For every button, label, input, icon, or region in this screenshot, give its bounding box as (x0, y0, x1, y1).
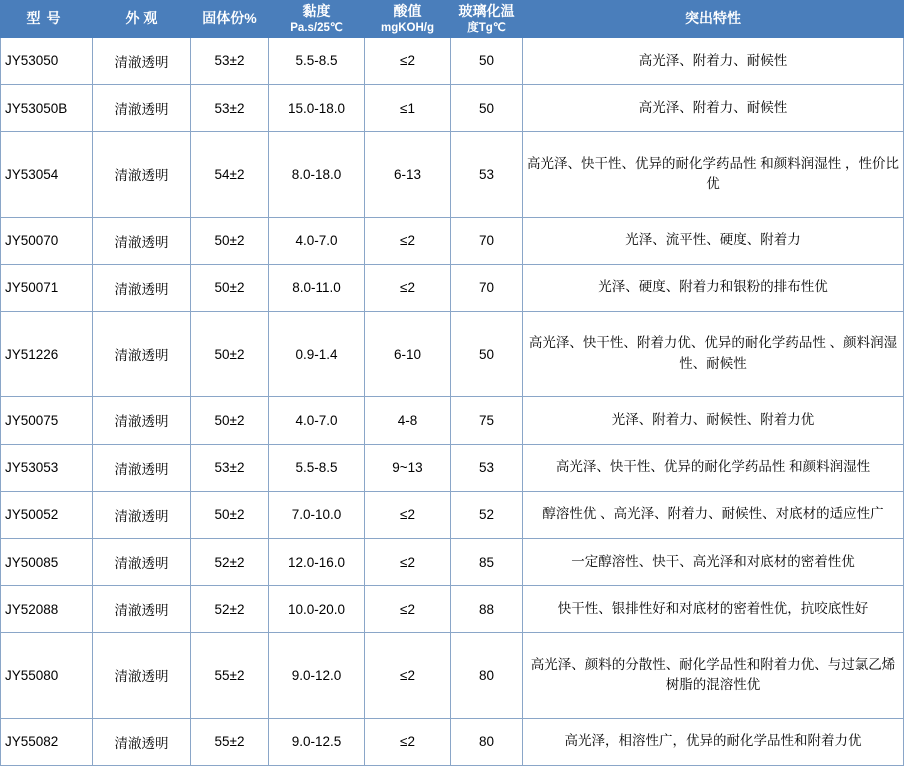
column-header-features-label: 突出特性 (685, 10, 741, 27)
cell-appearance: 清澈透明 (93, 312, 191, 397)
cell-solid-content: 53±2 (191, 85, 269, 132)
cell-glass-transition: 80 (451, 633, 523, 718)
cell-viscosity: 0.9-1.4 (269, 312, 365, 397)
cell-solid-content: 52±2 (191, 586, 269, 633)
cell-viscosity: 9.0-12.0 (269, 633, 365, 718)
column-header-viscosity-label: 黏度 (302, 3, 331, 19)
cell-solid-content: 53±2 (191, 444, 269, 491)
cell-features: 高光泽、快干性、优异的耐化学药品性 和颜料润湿性 ，性价比优 (523, 132, 904, 217)
cell-viscosity: 5.5-8.5 (269, 37, 365, 84)
cell-features: 一定醇溶性、快干、高光泽和对底材的密着性优 (523, 538, 904, 585)
cell-acid-value: ≤2 (365, 217, 451, 264)
cell-viscosity: 4.0-7.0 (269, 397, 365, 444)
cell-appearance: 清澈透明 (93, 37, 191, 84)
column-header-appearance (93, 1, 191, 38)
cell-appearance: 清澈透明 (93, 444, 191, 491)
cell-model: JY51226 (1, 312, 93, 397)
table-row (1, 264, 904, 311)
cell-model: JY53050 (1, 37, 93, 84)
cell-acid-value: ≤2 (365, 718, 451, 765)
cell-viscosity: 15.0-18.0 (269, 85, 365, 132)
cell-acid-value: ≤2 (365, 538, 451, 585)
table-row (1, 491, 904, 538)
cell-model: JY50070 (1, 217, 93, 264)
cell-model: JY50052 (1, 491, 93, 538)
cell-solid-content: 55±2 (191, 633, 269, 718)
column-header-acid-value-label: 酸值 (393, 3, 422, 19)
cell-viscosity: 8.0-11.0 (269, 264, 365, 311)
cell-viscosity: 4.0-7.0 (269, 217, 365, 264)
cell-solid-content: 53±2 (191, 37, 269, 84)
table-row (1, 132, 904, 217)
cell-features: 高光泽、快干性、附着力优、优异的耐化学药品性 、颜料润湿性、耐候性 (523, 312, 904, 397)
cell-appearance: 清澈透明 (93, 397, 191, 444)
cell-model: JY52088 (1, 586, 93, 633)
column-header-solid-content (191, 1, 269, 38)
column-header-model (1, 1, 93, 38)
cell-acid-value: ≤2 (365, 37, 451, 84)
cell-features: 高光泽、快干性、优异的耐化学药品性 和颜料润湿性 (523, 444, 904, 491)
table-row (1, 538, 904, 585)
cell-acid-value: 4-8 (365, 397, 451, 444)
table-row (1, 85, 904, 132)
column-header-acid-value-unit: mgKOH/g (380, 21, 435, 34)
cell-model: JY50071 (1, 264, 93, 311)
cell-acid-value: 6-10 (365, 312, 451, 397)
column-header-glass-transition-label: 玻璃化温 (458, 3, 515, 19)
cell-model: JY53054 (1, 132, 93, 217)
column-header-glass-transition-unit: 度Tg℃ (467, 21, 506, 34)
cell-solid-content: 50±2 (191, 312, 269, 397)
cell-viscosity: 5.5-8.5 (269, 444, 365, 491)
column-header-acid-value (365, 1, 451, 38)
cell-features: 高光泽、附着力、耐候性 (523, 37, 904, 84)
cell-model: JY55080 (1, 633, 93, 718)
table-row (1, 312, 904, 397)
cell-appearance: 清澈透明 (93, 264, 191, 311)
cell-model: JY53053 (1, 444, 93, 491)
table-header-row (1, 1, 904, 38)
cell-viscosity: 10.0-20.0 (269, 586, 365, 633)
cell-glass-transition: 80 (451, 718, 523, 765)
cell-acid-value: 6-13 (365, 132, 451, 217)
cell-features: 高光泽、附着力、耐候性 (523, 85, 904, 132)
cell-glass-transition: 53 (451, 132, 523, 217)
cell-features: 光泽、流平性、硬度、附着力 (523, 217, 904, 264)
cell-solid-content: 50±2 (191, 397, 269, 444)
table-row (1, 444, 904, 491)
column-header-solid-content-label: 固体份% (202, 10, 257, 27)
cell-glass-transition: 75 (451, 397, 523, 444)
cell-features: 高光泽，相溶性广，优异的耐化学品性和附着力优 (523, 718, 904, 765)
cell-acid-value: ≤2 (365, 491, 451, 538)
table-row (1, 217, 904, 264)
cell-model: JY55082 (1, 718, 93, 765)
cell-appearance: 清澈透明 (93, 491, 191, 538)
cell-appearance: 清澈透明 (93, 132, 191, 217)
cell-features: 快干性、银排性好和对底材的密着性优，抗咬底性好 (523, 586, 904, 633)
table-row (1, 718, 904, 765)
column-header-model-label: 型号 (26, 10, 67, 27)
cell-appearance: 清澈透明 (93, 586, 191, 633)
column-header-viscosity-unit: Pa.s/25℃ (290, 21, 343, 34)
cell-solid-content: 54±2 (191, 132, 269, 217)
cell-viscosity: 7.0-10.0 (269, 491, 365, 538)
cell-viscosity: 9.0-12.5 (269, 718, 365, 765)
cell-viscosity: 8.0-18.0 (269, 132, 365, 217)
cell-glass-transition: 85 (451, 538, 523, 585)
column-header-viscosity (269, 1, 365, 38)
table-row (1, 397, 904, 444)
column-header-appearance-label: 外 观 (125, 10, 158, 27)
cell-features: 光泽、硬度、附着力和银粉的排布性优 (523, 264, 904, 311)
cell-acid-value: ≤2 (365, 586, 451, 633)
cell-glass-transition: 50 (451, 37, 523, 84)
table-row (1, 586, 904, 633)
cell-glass-transition: 70 (451, 264, 523, 311)
cell-solid-content: 52±2 (191, 538, 269, 585)
cell-model: JY50085 (1, 538, 93, 585)
cell-solid-content: 55±2 (191, 718, 269, 765)
cell-glass-transition: 50 (451, 85, 523, 132)
cell-features: 光泽、附着力、耐候性、附着力优 (523, 397, 904, 444)
cell-appearance: 清澈透明 (93, 718, 191, 765)
cell-model: JY53050B (1, 85, 93, 132)
cell-solid-content: 50±2 (191, 217, 269, 264)
cell-glass-transition: 53 (451, 444, 523, 491)
cell-glass-transition: 70 (451, 217, 523, 264)
cell-appearance: 清澈透明 (93, 633, 191, 718)
table-row (1, 633, 904, 718)
cell-glass-transition: 52 (451, 491, 523, 538)
cell-appearance: 清澈透明 (93, 217, 191, 264)
cell-appearance: 清澈透明 (93, 538, 191, 585)
cell-features: 醇溶性优 、高光泽、附着力、耐候性、对底材的适应性广 (523, 491, 904, 538)
column-header-features (523, 1, 904, 38)
cell-acid-value: 9~13 (365, 444, 451, 491)
cell-solid-content: 50±2 (191, 491, 269, 538)
cell-model: JY50075 (1, 397, 93, 444)
cell-acid-value: ≤2 (365, 264, 451, 311)
cell-viscosity: 12.0-16.0 (269, 538, 365, 585)
cell-acid-value: ≤1 (365, 85, 451, 132)
cell-appearance: 清澈透明 (93, 85, 191, 132)
cell-glass-transition: 50 (451, 312, 523, 397)
cell-solid-content: 50±2 (191, 264, 269, 311)
cell-glass-transition: 88 (451, 586, 523, 633)
cell-features: 高光泽、颜料的分散性、耐化学品性和附着力优、与过氯乙烯树脂的混溶性优 (523, 633, 904, 718)
table-body (1, 37, 904, 765)
table-row (1, 37, 904, 84)
column-header-glass-transition (451, 1, 523, 38)
cell-acid-value: ≤2 (365, 633, 451, 718)
